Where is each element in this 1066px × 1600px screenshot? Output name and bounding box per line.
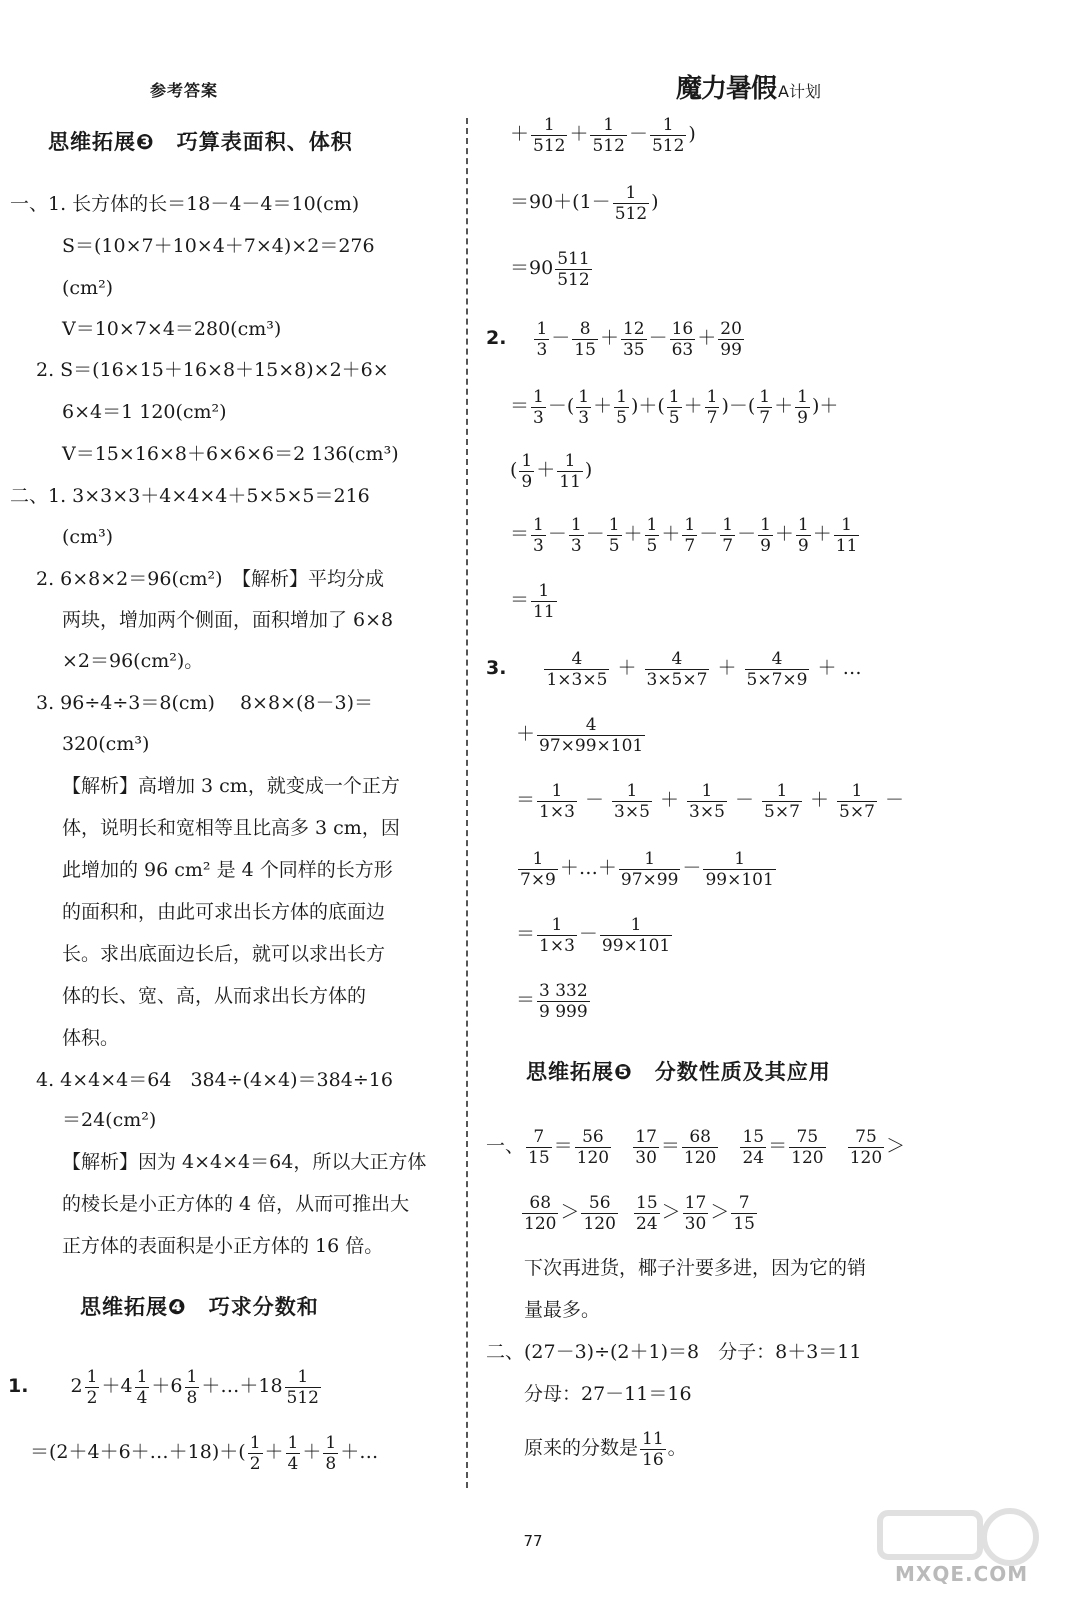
fraction: $\frac{1}{3}$	[536, 318, 548, 360]
answer-line: 2. S＝(16×15＋16×8＋15×8)×2＋6×	[36, 359, 389, 381]
answer-line: 2. 6×8×2＝96(cm²) 【解析】平均分成	[36, 568, 385, 590]
question-2-answer: ＝ $\frac{1}{11}$	[510, 580, 555, 622]
answer-line: 4. 4×4×4＝64 384÷(4×4)＝384÷16	[36, 1069, 393, 1091]
question-1-line-1: 1. 2 $\frac{1}{2}$ ＋4 $\frac{1}{4}$ ＋6 $\frac{1}{8}$ ＋…＋18 $\frac{1}{512}$	[8, 1366, 319, 1408]
fraction: $\frac{1}{2}$	[249, 1432, 261, 1474]
analysis-line: 长。求出底面边长后，就可以求出长方	[62, 943, 386, 965]
answer-line: (cm³)	[62, 526, 114, 548]
section-5-line-4: 二、(27－3)÷(2＋1)＝8 分子：8＋3＝11	[486, 1341, 862, 1363]
question-3-line-1: 3. $\frac{4}{1\times 3\times 5}$ ＋ $\frac{4}{3\times 5\times 7}$ ＋ $\frac{4}{5\times 7\times 9}$ ＋ …	[486, 648, 862, 690]
fraction: $\frac{1}{4}$	[136, 1366, 148, 1408]
answer-line: (cm²)	[62, 277, 114, 299]
fraction: $\frac{1}{4}$	[287, 1432, 299, 1474]
analysis-line: 的面积和，由此可求出长方体的底面边	[62, 901, 386, 923]
whole-part: 4	[120, 1375, 133, 1397]
fraction: $\frac{8}{15}$	[574, 318, 596, 360]
section-5-line-5: 分母：27－11＝16	[524, 1383, 692, 1405]
question-2-line-4: ＝ $\frac{1}{3}$ － $\frac{1}{3}$ － $\frac{1}{5}$ ＋ $\frac{1}{5}$ ＋ $\frac{1}{7}$ － $\frac{1}{7}$ － $\frac{1}{9}$ ＋ $\frac{1}{9}$ ＋ $\frac{1}{11}$	[510, 514, 858, 556]
page-number: 77	[523, 1532, 543, 1550]
question-3-answer: ＝ $\frac{3 332}{9 999}$	[516, 980, 588, 1022]
header-left: 参考答案	[150, 81, 219, 100]
brand-title: 魔力暑假	[676, 74, 777, 104]
analysis-line: 的棱长是小正方体的 4 倍，从而可推出大	[62, 1193, 410, 1215]
answer-line: V＝10×7×4＝280(cm³)	[62, 318, 282, 340]
question-3-line-3: ＝ $\frac{1}{1\times 3}$ － $\frac{1}{3\times 5}$ ＋ $\frac{1}{3\times 5}$ － $\frac{1}{5\times 7}$ ＋ $\frac{1}{5\times 7}$ －	[516, 780, 904, 822]
analysis-line: 正方体的表面积是小正方体的 16 倍。	[62, 1235, 384, 1257]
q1-continued-1: ＋ $\frac{1}{512}$ ＋ $\frac{1}{512}$ － $\frac{1}{512}$ )	[510, 114, 696, 156]
fraction: $\frac{16}{63}$	[671, 318, 694, 360]
whole-part: 6	[170, 1375, 183, 1397]
analysis-line: 体的长、宽、高，从而求出长方体的	[62, 985, 367, 1007]
question-2-line-1: 2. $\frac{1}{3}$ － $\frac{8}{15}$ ＋ $\frac{12}{35}$ － $\frac{16}{63}$ ＋ $\frac{20}{99}$	[486, 318, 742, 360]
fraction: $\frac{20}{99}$	[720, 318, 742, 360]
analysis-line: 【解析】高增加 3 cm，就变成一个正方	[62, 775, 400, 797]
whole-part: 2	[70, 1375, 83, 1397]
fraction: $\frac{1}{512}$	[286, 1366, 319, 1408]
fraction: $\frac{12}{35}$	[622, 318, 645, 360]
fraction: $\frac{1}{2}$	[86, 1366, 98, 1408]
fraction: $\frac{1}{512}$	[533, 114, 566, 156]
section-5-line-1: 一、 $\frac{7}{15}$ ＝ $\frac{56}{120}$ $\frac{17}{30}$ ＝ $\frac{68}{120}$ $\frac{15}{24}$ ＝ $\frac{75}{120}$ $\frac{75}{120}$ ＞	[486, 1126, 906, 1168]
analysis-line: 此增加的 96 cm² 是 4 个同样的长方形	[62, 859, 393, 881]
answer-line: 320(cm³)	[62, 733, 150, 755]
section-5-line-6: 原来的分数是 $\frac{11}{16}$ 。	[524, 1428, 687, 1470]
question-3-line-2: ＋ $\frac{4}{97\times 99\times 101}$	[516, 714, 644, 756]
answer-line: V＝15×16×8＋6×6×6＝2 136(cm³)	[62, 443, 399, 465]
question-3-line-5: ＝ $\frac{1}{1\times 3}$ － $\frac{1}{99\times 101}$	[516, 914, 671, 956]
fraction: $\frac{1}{512}$	[614, 182, 648, 224]
answer-line: ＝24(cm²)	[62, 1109, 157, 1131]
question-2-line-2: ＝ $\frac{1}{3}$ －( $\frac{1}{3}$ ＋ $\frac{1}{5}$ )＋( $\frac{1}{5}$ ＋ $\frac{1}{7}$ )－( $\frac{1}{7}$ ＋ $\frac{1}{9}$ )＋	[510, 386, 839, 428]
section-5-text: 量最多。	[524, 1299, 601, 1321]
whole-part: 18	[258, 1375, 283, 1397]
section-5-text: 下次再进货，椰子汁要多进，因为它的销	[524, 1257, 867, 1279]
analysis-line: 【解析】因为 4×4×4＝64，所以大正方体	[62, 1151, 427, 1173]
section-5-line-2: $\frac{68}{120}$ ＞ $\frac{56}{120}$ $\frac{15}{24}$ ＞ $\frac{17}{30}$ ＞ $\frac{7}{15}$	[524, 1192, 755, 1234]
answer-line: 两块，增加两个侧面，面积增加了 6×8	[62, 609, 394, 631]
question-3-line-4: $\frac{1}{7\times 9}$ ＋…＋ $\frac{1}{97\times 99}$ － $\frac{1}{99\times 101}$	[520, 848, 774, 890]
plan-label: A计划	[778, 82, 821, 101]
fraction: $\frac{1}{512}$	[651, 114, 685, 156]
question-2-line-3: ( $\frac{1}{9}$ ＋ $\frac{1}{11}$ )	[510, 450, 593, 492]
section-title-3: 思维拓展❸ 巧算表面积、体积	[48, 130, 353, 154]
fraction: $\frac{511}{512}$	[557, 248, 590, 290]
section-title-5: 思维拓展❺ 分数性质及其应用	[526, 1060, 831, 1084]
question-1-line-2: ＝(2＋4＋6＋…＋18)＋( $\frac{1}{2}$ ＋ $\frac{1}{4}$ ＋ $\frac{1}{8}$ ＋…	[30, 1432, 379, 1474]
analysis-line: 体积。	[62, 1027, 120, 1049]
answer-line: 二、1. 3×3×3＋4×4×4＋5×5×5＝216	[10, 485, 370, 507]
fraction: $\frac{1}{8}$	[186, 1366, 198, 1408]
analysis-line: 体，说明长和宽相等且比高多 3 cm，因	[62, 817, 400, 839]
answer-line: 6×4＝1 120(cm²)	[62, 401, 227, 423]
header-right	[676, 68, 821, 105]
q1-continued-2: ＝90＋(1－ $\frac{1}{512}$ )	[510, 182, 659, 224]
section-title-4: 思维拓展❹ 巧求分数和	[80, 1295, 319, 1319]
answer-line: 3. 96÷4÷3＝8(cm) 8×8×(8－3)＝	[36, 692, 373, 714]
fraction: $\frac{1}{8}$	[325, 1432, 337, 1474]
watermark-text: MXQE.COM	[895, 1562, 1029, 1586]
column-divider	[466, 118, 468, 1488]
answer-line: ×2＝96(cm²)。	[62, 650, 204, 672]
answer-line: 一、1. 长方体的长＝18－4－4＝10(cm)	[10, 193, 360, 215]
fraction: $\frac{1}{512}$	[592, 114, 625, 156]
q1-answer: ＝90 $\frac{511}{512}$	[510, 248, 590, 290]
answer-line: S＝(10×7＋10×4＋7×4)×2＝276	[62, 235, 375, 257]
question-number: 1.	[8, 1375, 29, 1397]
